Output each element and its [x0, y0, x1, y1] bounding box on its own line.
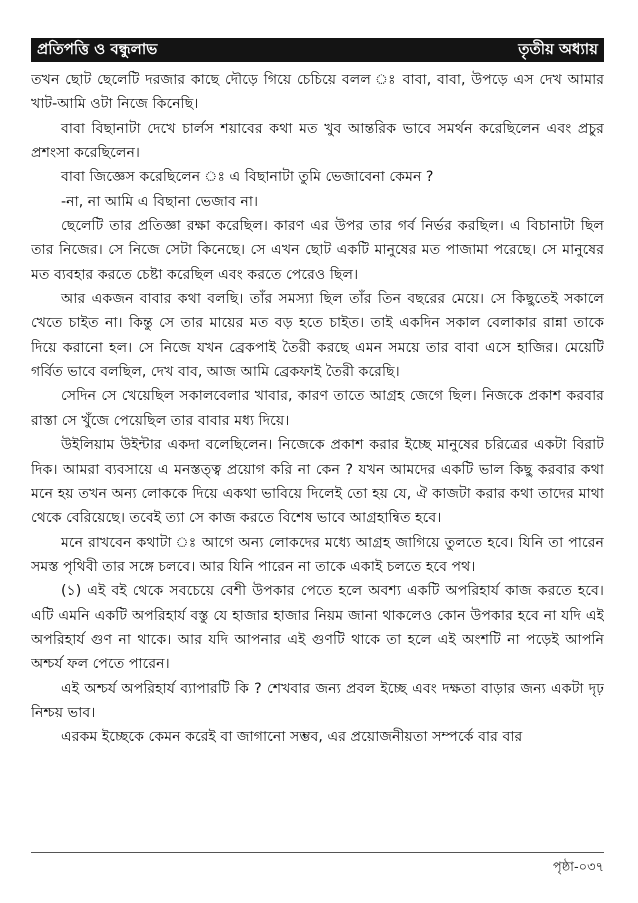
paragraph-8: উইলিয়াম উইন্টার একদা বলেছিলেন। নিজেকে প্রকাশ করার ইচ্ছে মানুষের চরিত্রের একটা বিরাট দিক। আমরা ব্যবসায়ে এ মনস্তত্ত্ব প্রয়োগ করি না কেন ? যখন আমদের একটি ভাল কিছু করবার কথা মনে হয় তখন অন্য লোককে দিয়ে একথা ভাবিয়ে দিলেই তো হয় যে, ঐ কাজটা করার কথা তাদের মাথা থেকে বেরিয়েছে। তবেই ত্যা সে কাজ করতে বিশেষ ভাবে আগ্রহান্বিত হবে।	[31, 437, 604, 527]
book-title: প্রতিপত্তি ও বন্ধুলাভ	[37, 39, 158, 58]
chapter-header-bar	[31, 38, 604, 62]
paragraph-2: বাবা বিছানাটা দেখে চার্লস শয়াবের কথা মত খুব আন্তরিক ভাবে সমর্থন করেছিলেন এবং প্রচুর প্রশংসা করেছিলেন।	[31, 120, 604, 162]
paragraph-10: (১) এই বই থেকে সবচেয়ে বেশী উপকার পেতে হলে অবশ্য একটি অপরিহার্য কাজ করতে হবে। এটি এমনি একটি অপরিহার্য বস্তু যে হাজার হাজার নিয়ম জানা থাকলেও কোন উপকার হবে না যদি এই অপরিহার্য গুণ না থাকে। আর যদি আপনার এই গুণটি থাকে তা হলে এই অংশটি না পড়েই আপনি অশ্চর্য ফল পেতে পারেন।	[31, 583, 604, 673]
paragraph-4: -না, না আমি এ বিছানা ভেজাব না।	[61, 193, 259, 210]
paragraph-12: এরকম ইচ্ছেকে কেমন করেই বা জাগানো সম্ভব, এর প্রয়োজনীয়তা সম্পর্কে বার বার	[61, 729, 523, 746]
footer-divider	[31, 852, 604, 853]
paragraph-5: ছেলেটি তার প্রতিজ্ঞা রক্ষা করেছিল। কারণ এর উপর তার গর্ব নির্ভর করছিল। এ বিচানাটা ছিল তার নিজের। সে নিজে সেটা কিনেছে। সে এখন ছোট একটি মানুষের মত পাজামা পরেছে। সে মানুষের মত ব্যবহার করতে চেষ্টা করেছিল এবং করতে পেরেও ছিল।	[31, 218, 604, 283]
paragraph-9: মনে রাখবেন কথাটা ঃ আগে অন্য লোকদের মধ্যে আগ্রহ জাগিয়ে তুলতে হবে। যিনি তা পারেন সমস্ত পৃথিবী তার সঙ্গে চলবে। আর যিনি পারেন না তাকে একাই চলতে হবে পথ।	[31, 534, 604, 575]
paragraph-6: আর একজন বাবার কথা বলছি। তাঁর সমস্যা ছিল তাঁর তিন বছরের মেয়ে। সে কিছুতেই সকালে খেতে চাইত না। কিন্তু সে তার মায়ের মত বড় হতে চাইত। তাই একদিন সকাল বেলাকার রান্না তাকে দিয়ে করানো হল। সে নিজে যখন ব্রেকপাই তৈরী করছে এমন সময়ে তার বাবা এসে হাজির। মেয়েটি গর্বিত ভাবে বলছিল, দেখ বাব, আজ আমি ব্রেকফাই তৈরী করেছি।	[31, 291, 604, 381]
paragraph-1: তখন ছোট ছেলেটি দরজার কাছে দৌড়ে গিয়ে চেচিয়ে বলল ঃ বাবা, বাবা, উপড়ে এস দেখ আমার খাট-আমি ওটা নিজে কিনেছি।	[31, 72, 604, 113]
chapter-title: তৃতীয় অধ্যায়	[518, 39, 598, 58]
paragraph-7: সেদিন সে খেয়েছিল সকালবেলার খাবার, কারণ তাতে আগ্রহ জেগে ছিল। নিজকে প্রকাশ করবার রাস্তা সে খুঁজে পেয়েছিল তার বাবার মধ্য দিয়ে।	[31, 388, 604, 429]
paragraph-3: বাবা জিজ্ঞেস করেছিলেন ঃ এ বিছানাটা তুমি ভেজাবেনা কেমন ?	[61, 169, 434, 186]
page-body	[31, 68, 604, 846]
paragraph-11: এই অশ্চর্য অপরিহার্য ব্যাপারটি কি ? শেখবার জন্য প্রবল ইচ্ছে এবং দক্ষতা বাড়ার জন্য একটা দৃঢ় নিশ্চয় ভাব।	[31, 680, 604, 721]
page-number: পৃষ্ঠা-০৩৭	[552, 860, 604, 875]
